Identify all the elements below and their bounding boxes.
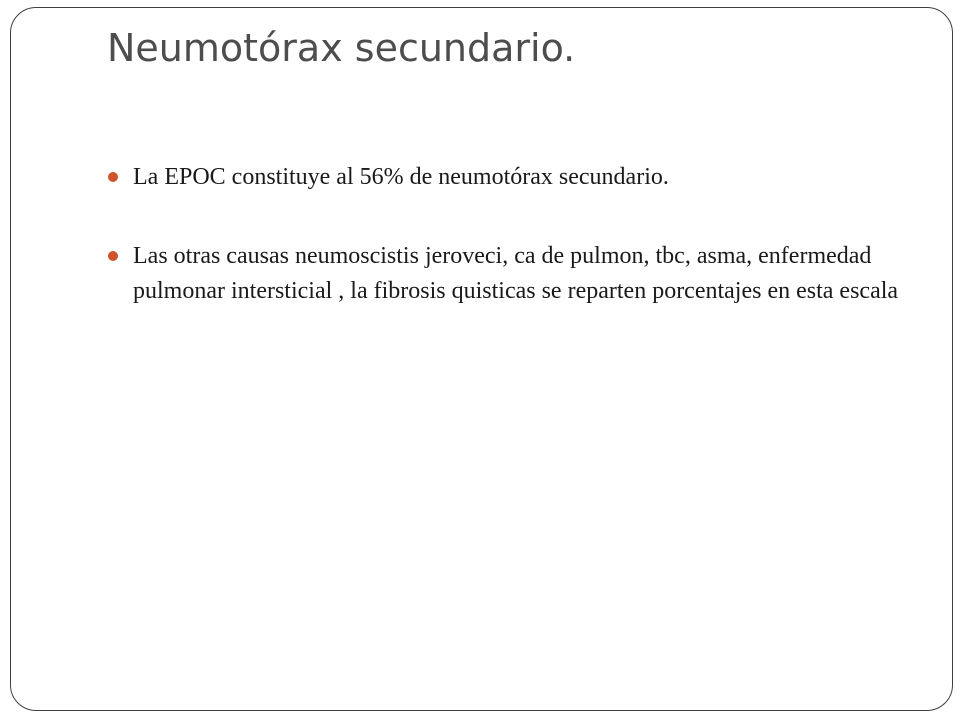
bullet-item [107, 239, 917, 309]
bullet-dot-icon [108, 172, 118, 182]
slide-frame [10, 7, 953, 711]
bullet-text: Las otras causas neumoscistis jeroveci, ca de pulmon, tbc, asma, enfermedad pulmonar intersticial , la fibrosis quisticas se reparten porcentajes en esta escala [133, 243, 899, 304]
bullet-item [107, 160, 917, 195]
slide-title: Neumotórax secundario. [107, 26, 576, 70]
bullet-list [107, 160, 917, 353]
bullet-text: La EPOC constituye al 56% de neumotórax secundario. [133, 164, 669, 190]
bullet-dot-icon [108, 251, 118, 261]
